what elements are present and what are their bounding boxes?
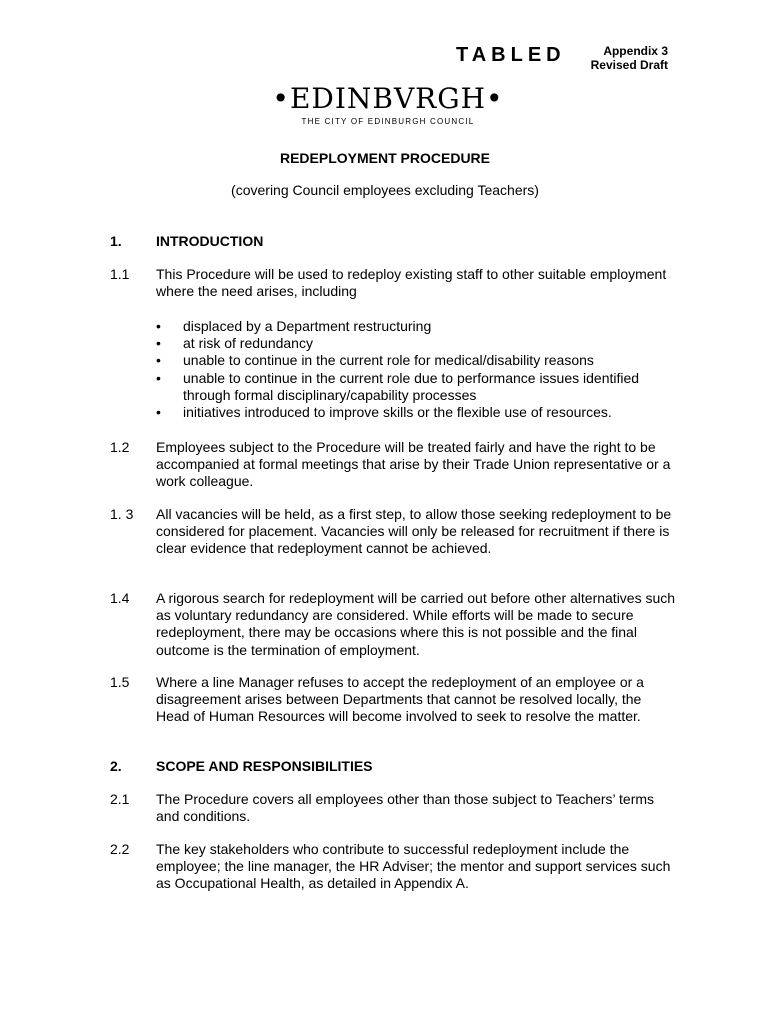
bullet-icon: • bbox=[156, 318, 161, 334]
para-1-2-text: Employees subject to the Procedure will be treated fairly and have the right to be accompanied at formal meetings that arise by their Trade Union representative or a work colleague. bbox=[156, 439, 671, 490]
para-1-5-number: 1.5 bbox=[110, 674, 130, 690]
para-2-1-text: The Procedure covers all employees other than those subject to Teachers’ terms and conditions. bbox=[156, 791, 655, 825]
para-1-3-text: All vacancies will be held, as a first step, to allow those seeking redeployment to be considered for placement. Vacancies will only be released for recruitment if there is clear evidence that redeployment cannot be achieved. bbox=[156, 506, 672, 557]
list-item bbox=[156, 404, 676, 421]
list-item-text: initiatives introduced to improve skills or the flexible use of resources. bbox=[183, 404, 612, 421]
list-item-text: at risk of redundancy bbox=[183, 335, 313, 352]
para-1-2-number: 1.2 bbox=[110, 439, 130, 455]
list-item bbox=[156, 352, 676, 369]
list-item bbox=[156, 318, 676, 335]
logo-subtitle: THE CITY OF EDINBURGH COUNCIL bbox=[301, 117, 475, 126]
para-1-5-text: Where a line Manager refuses to accept the redeployment of an employee or a disagreement arises between Departments that cannot be resolved locally, the Head of Human Resources will become involved to seek to resolve the matter. bbox=[156, 674, 644, 725]
para-2-2-text: The key stakeholders who contribute to successful redeployment include the employee; the line manager, the HR Adviser; the mentor and support services such as Occupational Health, as detailed in Appendix A. bbox=[156, 841, 671, 892]
section-1-number: 1. bbox=[110, 233, 122, 249]
para-1-4-number: 1.4 bbox=[110, 590, 130, 606]
council-logo bbox=[268, 84, 508, 128]
document-title: REDEPLOYMENT PROCEDURE bbox=[279, 150, 491, 166]
appendix-line-1: Appendix 3 bbox=[603, 44, 668, 58]
list-item-text: unable to continue in the current role due to performance issues identified through formal disciplinary/capability processes bbox=[183, 369, 640, 403]
list-item-text: unable to continue in the current role for medical/disability reasons bbox=[183, 352, 594, 369]
bullet-icon: • bbox=[156, 335, 161, 352]
bullet-icon: • bbox=[156, 404, 161, 421]
para-2-1-number: 2.1 bbox=[110, 791, 130, 807]
para-1-1-text: This Procedure will be used to redeploy existing staff to other suitable employment where the need arises, including bbox=[156, 266, 667, 300]
para-1-4-text: A rigorous search for redeployment will be carried out before other alternatives such as voluntary redundancy are considered. While efforts will be made to secure redeployment, there may be occasions where this is not possible and the final outcome is the termination of employment. bbox=[156, 590, 676, 658]
logo-wordmark: •EDINBVRGH• bbox=[272, 82, 504, 115]
section-2-number: 2. bbox=[110, 758, 122, 774]
bullet-icon: • bbox=[156, 352, 161, 369]
para-2-2-number: 2.2 bbox=[110, 841, 130, 857]
appendix-label bbox=[560, 44, 668, 72]
para-1-3-number: 1. 3 bbox=[110, 506, 134, 522]
list-item-text: displaced by a Department restructuring bbox=[183, 318, 432, 334]
section-1-heading: INTRODUCTION bbox=[156, 233, 264, 249]
bullet-icon: • bbox=[156, 369, 161, 386]
section-2-heading: SCOPE AND RESPONSIBILITIES bbox=[156, 758, 373, 774]
appendix-line-2: Revised Draft bbox=[590, 58, 668, 72]
document-subtitle: (covering Council employees excluding Teachers) bbox=[231, 182, 539, 198]
list-item bbox=[156, 335, 676, 352]
list-item bbox=[156, 370, 676, 404]
para-1-1-number: 1.1 bbox=[110, 266, 130, 282]
tabled-stamp: TABLED bbox=[456, 44, 566, 66]
bullet-list bbox=[156, 318, 676, 421]
